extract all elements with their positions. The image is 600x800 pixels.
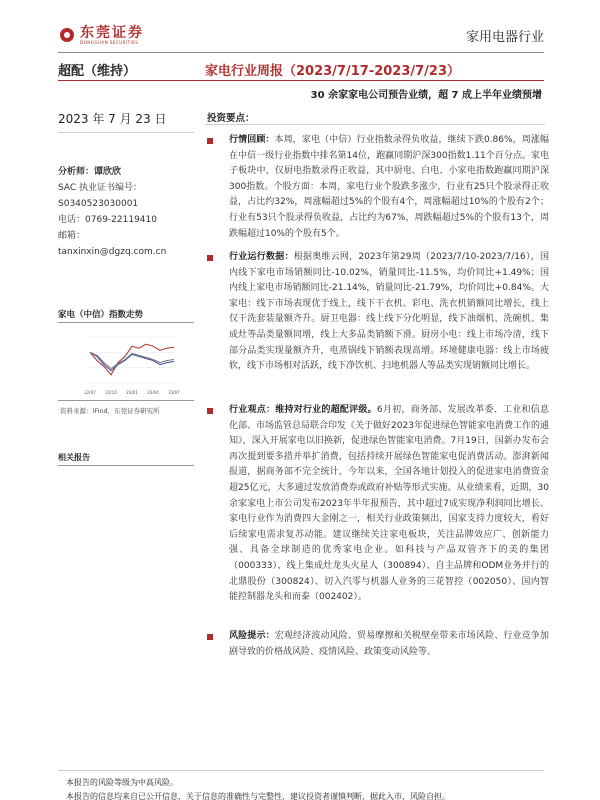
- phone-number: 0769-22119410: [85, 215, 157, 225]
- footer-disclaimer: [66, 776, 450, 800]
- industry-name: 家用电器行业: [465, 30, 544, 45]
- industry-data-text: 根据奥维云网，2023年第29周（2023/7/10-2023/7/16），国内线下家电市场销额同比-10.02%，销量同比-11.5%，均价同比+1.49%；国内线上家电市场销额同比-21.14%，销量同比-21.79%，均价同比+0.84%。大家电：线下市场表现优于线上，线下干衣机、彩电、洗衣机销额同比增长，线上仅干洗套装量额齐升。厨卫电器：线上线下分化明显，线下油烟机、洗碗机、集成灶等品类量额同增，线上大多品类销额下滑。厨房小电：线上市场冷清，线下部分品类实现量额齐升，电蒸锅线下销额表现高增。环境健康电器：线上市场疲软，线下市场相对活跃，线下净饮机、扫地机器人等品类实现销额同比增长。: [229, 252, 549, 372]
- phone-label: 电话：: [58, 215, 86, 225]
- report-date: 2023 年 7 月 23 日: [58, 112, 167, 126]
- industry-data: [229, 250, 549, 375]
- related-reports-title: 相关报告: [58, 453, 90, 462]
- email-label: 邮箱：: [58, 231, 86, 241]
- index-chart-svg: [58, 325, 194, 397]
- analyst-label: 分析师：: [58, 167, 95, 177]
- related-divider: [58, 465, 194, 466]
- bullet-square-icon: [207, 255, 213, 261]
- market-review: [229, 133, 549, 242]
- risk-warning-label: 风险提示：: [229, 631, 275, 641]
- chart-series-line-0: [90, 344, 174, 375]
- risk-warning-text: 宏观经济波动风险、贸易摩擦和关税壁垒带来市场风险、行业竞争加剧导致的价格战风险、疫情风险、政策变动风险等。: [229, 631, 549, 657]
- rating: 超配（维持）: [58, 64, 137, 79]
- chart-bottom-divider: [58, 400, 194, 401]
- market-review-text: 本周，家电（中信）行业指数录得负收益，继续下跌0.86%，周涨幅在中信一级行业指数中排名第14位，跑赢同期沪深300指数1.11个百分点。家电子板块中，仅厨电指数录得正收益，其中厨电、白电、小家电指数跑赢同期沪深300指数。个股方面：本周，家电行业个股跌多涨少，行业有25只个股录得正收益，占比约32%，周涨幅超过5%的个股有4个，周涨幅超过10%的个股有2个；行业有53只个股录得负收益，占比约为67%，周跌幅超过5%的个股有13个，周跌幅超过10%的个股有5个。: [229, 135, 549, 239]
- left-divider: [58, 132, 194, 133]
- industry-view-label: 行业观点：维持对行业的超配评级。: [229, 405, 377, 415]
- header-divider: [58, 52, 544, 53]
- risk-warning: [229, 629, 549, 660]
- industry-data-label: 行业运行数据：: [229, 252, 294, 262]
- title-divider: [58, 80, 544, 81]
- footer-risk-level: 本报告的风险等级为中高风险。: [66, 778, 178, 787]
- bullet-square-icon: [207, 138, 213, 144]
- investment-heading: 投资要点：: [207, 113, 255, 124]
- bullet-square-icon: [207, 634, 213, 640]
- report-subtitle: 30 余家家电公司预告业绩，超 7 成上半年业绩预增: [310, 90, 542, 101]
- chart-x-tick-label: 23/07: [168, 390, 180, 395]
- analyst-info: [58, 164, 166, 260]
- report-title: 家电行业周报（2023/7/17-2023/7/23）: [205, 64, 461, 79]
- industry-view: [229, 403, 549, 606]
- logo-text-en: DONGGUAN SECURITIES: [80, 39, 139, 45]
- chart-x-tick-label: 22/10: [105, 390, 117, 395]
- chart-x-tick-label: 22/07: [84, 390, 96, 395]
- footer-disclaimer-text: 本报告的信息均来自已公开信息，关于信息的准确性与完整性，建议投资者谨慎判断，据此入市，风险自担。: [66, 792, 450, 800]
- cert-number: S0340523030001: [58, 199, 139, 209]
- company-logo: [60, 22, 180, 48]
- chart-title: 家电（中信）指数走势: [58, 310, 144, 320]
- index-chart: [58, 325, 194, 397]
- chart-top-divider: [58, 322, 194, 323]
- market-review-label: 行情回顾：: [229, 135, 275, 145]
- industry-view-text: 6月初，商务部、发展改革委、工业和信息化部、市场监管总局联合印发《关于做好2023年促进绿色智能家电消费工作的通知》，深入开展家电以旧换新，促进绿色智能家电消费。7月19日，国新办发布会再次提到要多措并举扩消费，包括持续开展绿色智能家电促消费活动。澎湃新闻报道，据商务部不完全统计，今年以来，全国各地计划投入的促进家电消费资金超25亿元，大多通过发放消费券或政府补贴等形式实施。从业绩来看，近期，30余家家电上市公司发布2023年半年报预告，其中超过7成实现净利润同比增长。家电行业作为消费四大金刚之一，相关行业政策频出，国家支持力度较大，看好后续家电需求复苏动能。建议继续关注家电板块，关注品牌效应广、创新能力强、具备全球制造的优秀家电企业。如科技与产品双管齐下的美的集团（000333）、线上集成灶龙头火星人（300894）、自主品牌和ODM业务并行的北鼎股份（300824）、切入汽零与机器人业务的三花智控（002050）、国内智能控制器龙头和而泰（002402）。: [229, 405, 549, 603]
- logo-icon: [60, 28, 74, 42]
- chart-x-tick-label: 23/01: [126, 390, 138, 395]
- email-address[interactable]: tanxinxin@dgzq.com.cn: [58, 247, 167, 257]
- chart-x-tick-label: 23/04: [147, 390, 159, 395]
- footer-divider: [58, 770, 544, 771]
- chart-source: 资料来源：iFind，东莞证券研究所: [60, 407, 160, 415]
- bullet-square-icon: [207, 408, 213, 414]
- logo-text-cn: 东莞证券: [80, 24, 144, 41]
- analyst-name: 谭欣欣: [94, 167, 122, 177]
- cert-label: SAC 执业证书编号：: [58, 183, 143, 193]
- investment-divider: [205, 124, 545, 125]
